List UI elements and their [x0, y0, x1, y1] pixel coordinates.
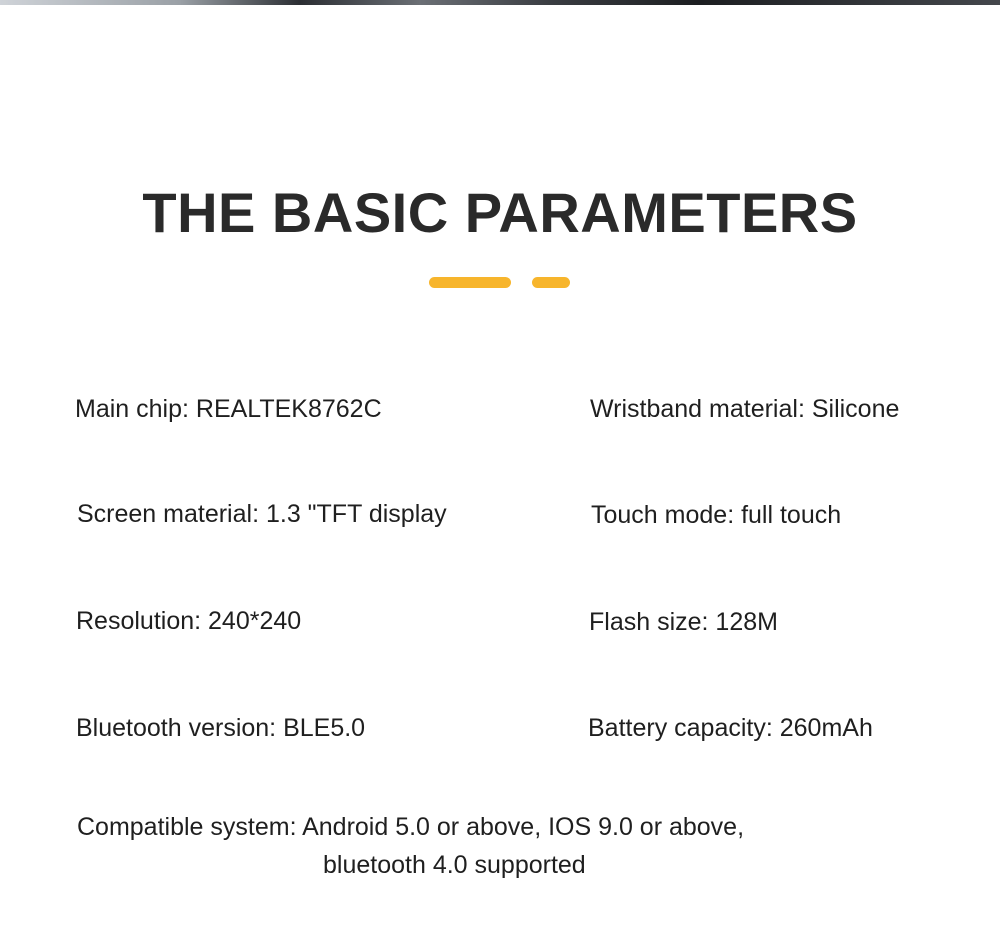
param-compatible-system: [77, 808, 817, 884]
accent-bar-short: [532, 277, 570, 288]
param-bluetooth-version: Bluetooth version: BLE5.0: [76, 714, 366, 742]
param-battery-capacity: Battery capacity: 260mAh: [588, 714, 873, 742]
compatible-line-1: Compatible system: Android 5.0 or above, IOS 9.0 or above,: [77, 813, 745, 841]
compatible-line-2: bluetooth 4.0 supported: [323, 851, 586, 879]
param-screen-material: Screen material: 1.3 "TFT display: [77, 500, 447, 528]
param-main-chip: Main chip: REALTEK8762C: [75, 395, 382, 423]
param-resolution: Resolution: 240*240: [76, 607, 302, 635]
param-flash-size: Flash size: 128M: [589, 608, 778, 636]
page-title: THE BASIC PARAMETERS: [142, 180, 858, 244]
param-touch-mode: Touch mode: full touch: [591, 501, 842, 529]
top-image-strip: [0, 0, 1000, 5]
accent-bar-long: [429, 277, 511, 288]
param-wristband-material: Wristband material: Silicone: [590, 395, 900, 423]
